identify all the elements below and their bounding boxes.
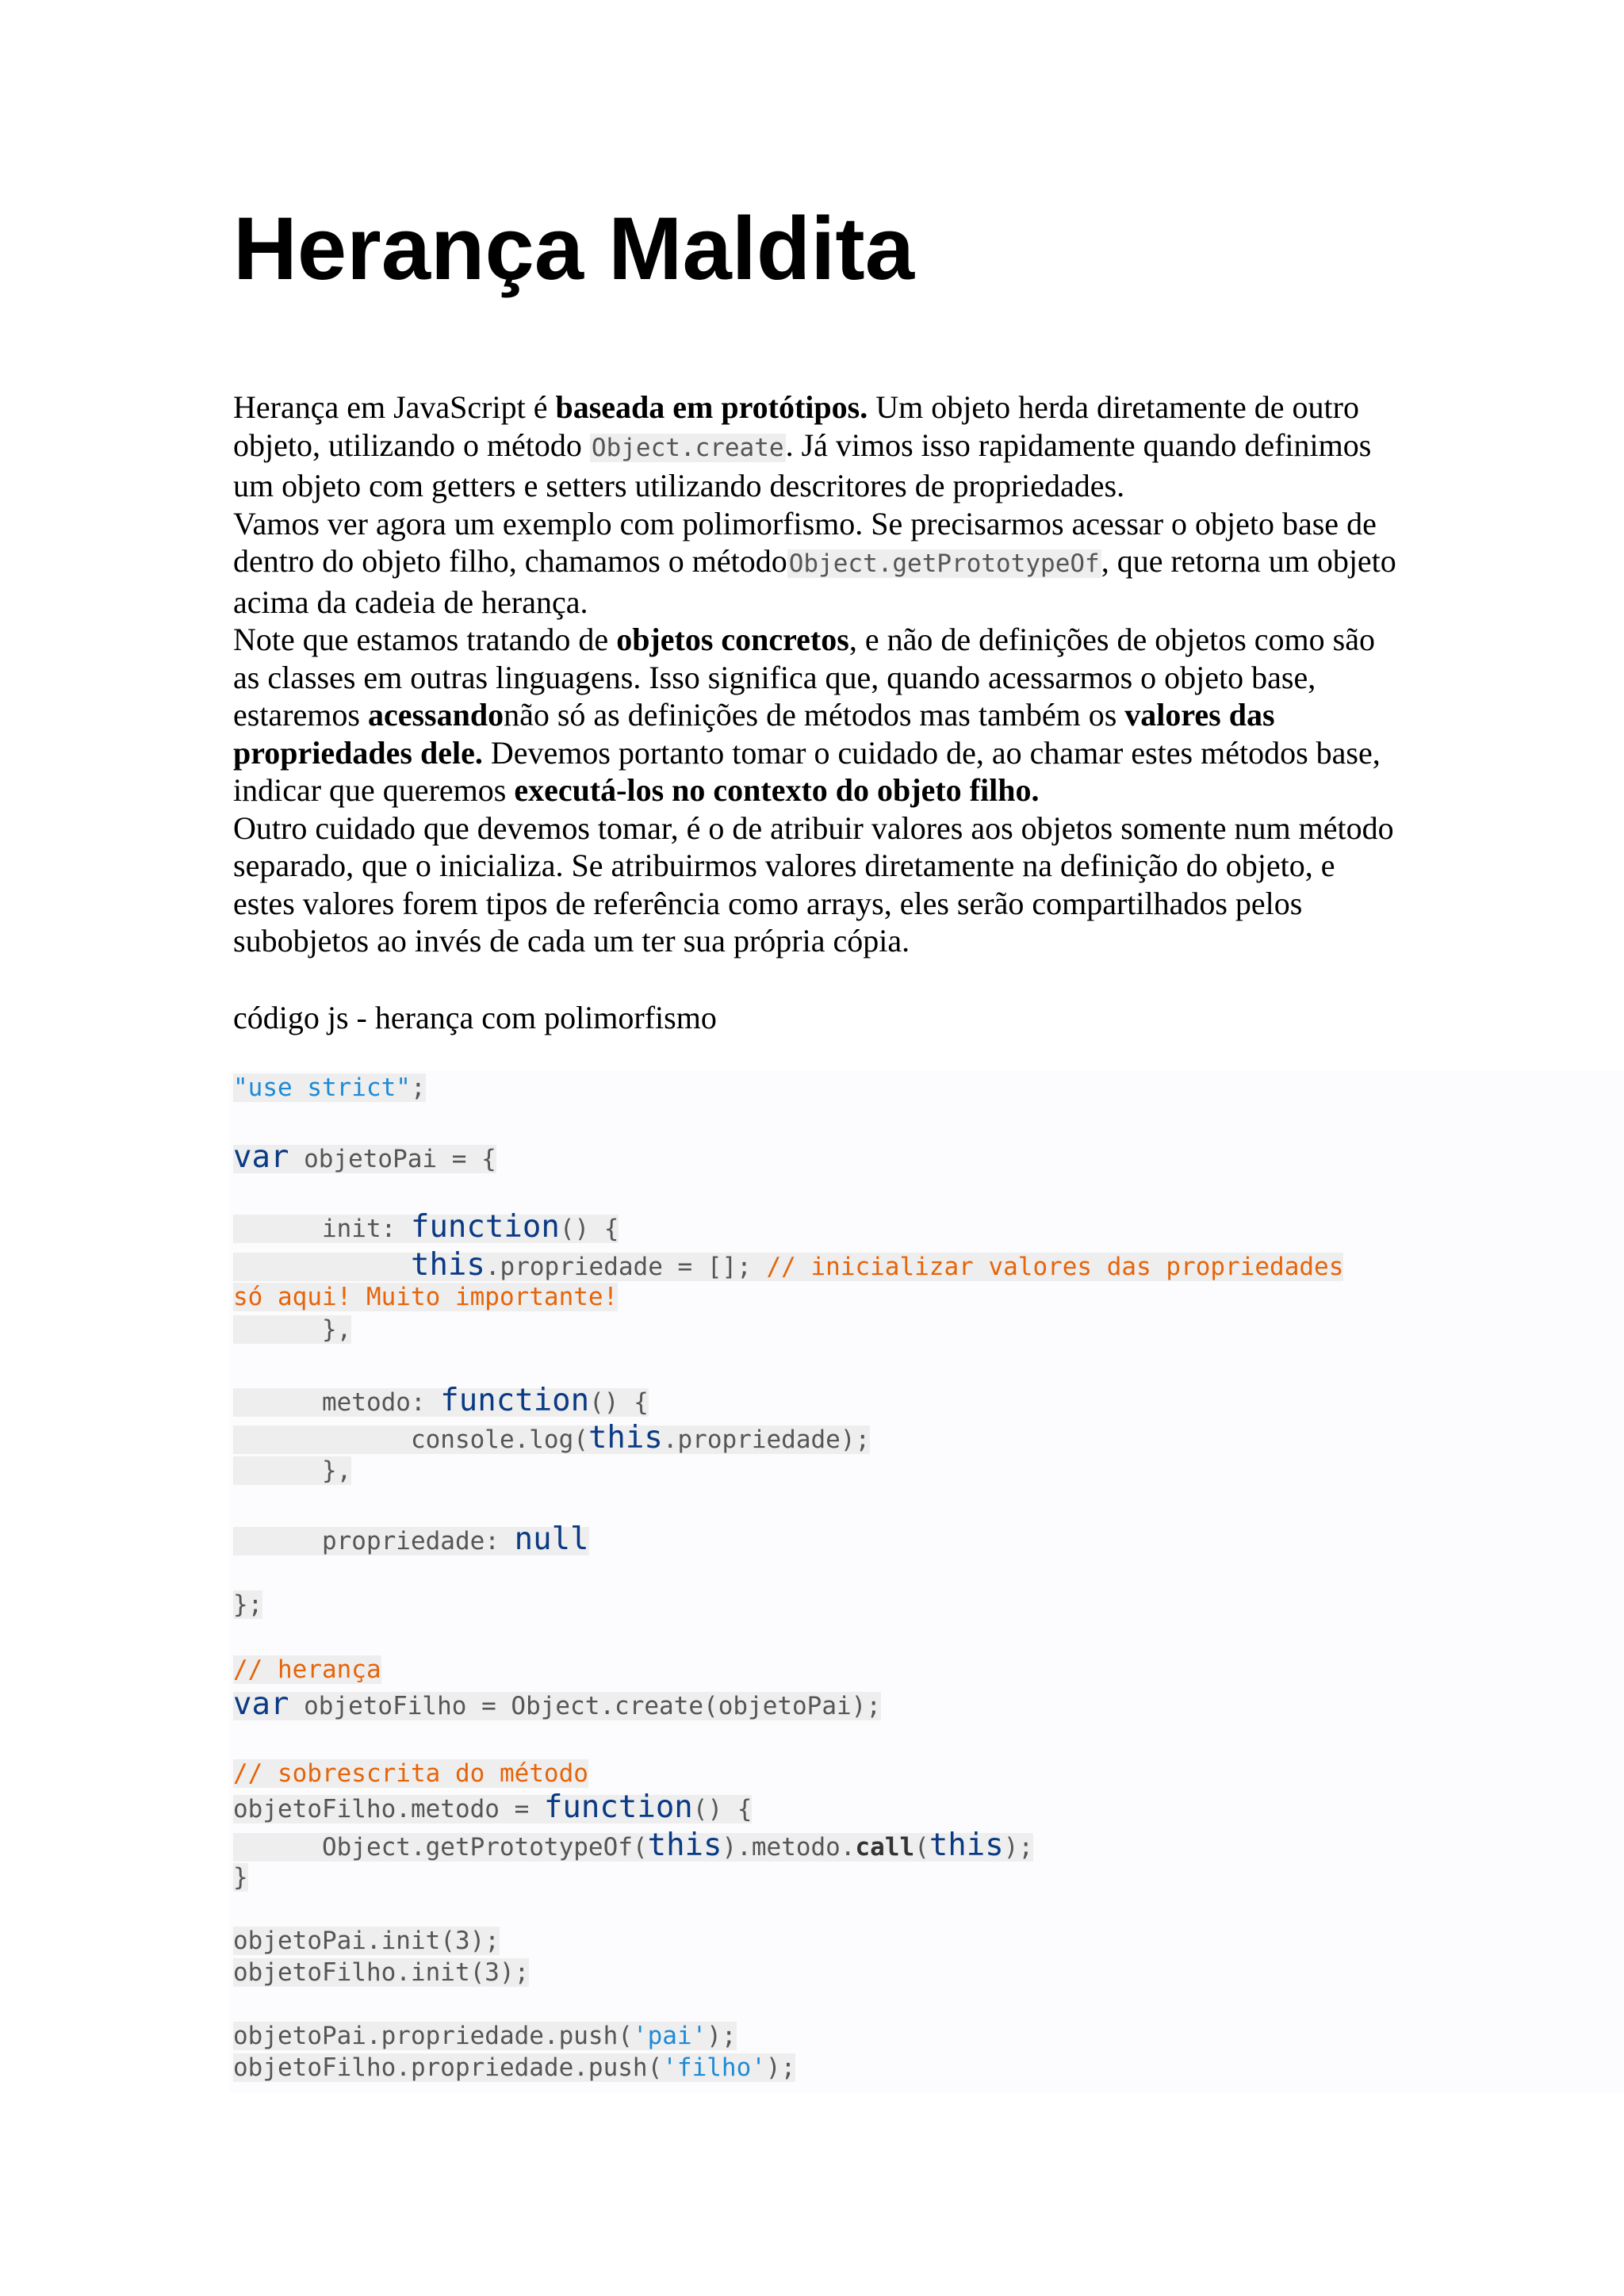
text-run: Devemos portanto tomar o cuidado de, ao chamar estes métodos base, indicar que queremos xyxy=(233,734,1381,808)
text-run: , que retorna um objeto acima da cadeia de herança. xyxy=(233,543,1396,620)
code-line-text xyxy=(233,1209,619,1245)
text-run: Um objeto herda diretamente de outro objeto, utilizando o método xyxy=(233,389,1359,463)
code-line-text xyxy=(233,1073,426,1102)
code-token: ); xyxy=(707,2022,737,2050)
code-token: } xyxy=(233,1863,248,1892)
code-token: ); xyxy=(1003,1833,1034,1862)
code-line xyxy=(233,2052,795,2084)
code-token: console.log( xyxy=(233,1425,588,1454)
code-token: objetoFilho.metodo = xyxy=(233,1795,544,1823)
code-line xyxy=(233,1957,529,1988)
code-string: "use strict" xyxy=(233,1073,411,1102)
code-line xyxy=(233,1827,1034,1863)
code-line xyxy=(233,1314,351,1345)
code-line-text xyxy=(233,1247,1344,1283)
code-line-text xyxy=(233,2053,795,2082)
code-line-text xyxy=(233,1139,496,1175)
code-line-text xyxy=(233,2022,737,2050)
code-token: }, xyxy=(233,1456,352,1485)
code-line xyxy=(233,1862,248,1893)
text-run: , e não de definições de objetos como são as classes em outras linguagens. Isso significa que, quando acessarmos o objeto base, estaremos xyxy=(233,622,1375,733)
code-token: Object.getPrototypeOf( xyxy=(233,1833,648,1862)
code-line xyxy=(233,1139,496,1175)
text-run: . Já vimos isso rapidamente quando definimos um objeto com getters e setters utilizando descritores de propriedades. xyxy=(233,427,1372,503)
code-token: ( xyxy=(914,1833,929,1862)
code-line-text xyxy=(233,1863,248,1892)
code-line xyxy=(233,2020,737,2052)
code-line-text xyxy=(233,1827,1034,1863)
text-run: Herança em JavaScript é xyxy=(233,389,556,425)
code-keyword: function xyxy=(410,1209,560,1245)
bold-text: acessando xyxy=(367,697,504,733)
code-token: objetoPai.init(3); xyxy=(233,1927,500,1955)
code-line-text xyxy=(233,1655,381,1684)
code-line xyxy=(233,1249,1343,1283)
code-line-text xyxy=(233,1521,589,1557)
code-token: }; xyxy=(233,1590,263,1619)
code-line-text xyxy=(233,1789,753,1825)
code-token: ).metodo. xyxy=(722,1833,856,1862)
bold-text: objetos concretos xyxy=(616,622,849,657)
code-token: objetoPai.propriedade.push( xyxy=(233,2022,633,2050)
code-line-text xyxy=(233,1759,588,1788)
code-keyword: this xyxy=(410,1247,485,1283)
code-comment: // sobrescrita do método xyxy=(233,1759,588,1788)
code-line xyxy=(233,1385,649,1418)
code-keyword: var xyxy=(233,1686,289,1722)
code-keyword: function xyxy=(440,1383,590,1418)
code-line-text xyxy=(233,1958,529,1987)
code-line xyxy=(233,1758,588,1789)
text-run: não só as definições de métodos mas também os xyxy=(504,697,1125,733)
bold-text: executá-los no contexto do objeto filho. xyxy=(514,772,1040,808)
code-token: () { xyxy=(692,1795,753,1823)
code-line xyxy=(233,1072,426,1104)
code-line-text xyxy=(233,1590,262,1619)
code-token: objetoFilho.propriedade.push( xyxy=(233,2053,663,2082)
code-line xyxy=(233,1925,500,1957)
code-keyword: this xyxy=(647,1827,722,1863)
code-line-text xyxy=(233,1456,351,1485)
page-title: Herança Maldita xyxy=(233,199,914,298)
code-keyword: this xyxy=(588,1420,663,1456)
paragraph-4 xyxy=(233,809,1399,960)
code-line-text xyxy=(233,1283,618,1311)
code-comment: só aqui! Muito importante! xyxy=(233,1283,619,1311)
code-token: propriedade: xyxy=(233,1527,515,1556)
code-line xyxy=(233,1789,753,1825)
code-line-text xyxy=(233,1383,649,1418)
code-line-text xyxy=(233,1927,500,1955)
code-line xyxy=(233,1686,881,1722)
code-line xyxy=(233,1455,351,1487)
text-run: Outro cuidado que devemos tomar, é o de atribuir valores aos objetos somente num método separado, que o inicializa. Se atribuirmos valores diretamente na definição do objeto, e estes valores forem tipos de referência como arrays, eles serão compartilhados pelos subobjetos ao invés de cada um ter sua própria cópia. xyxy=(233,809,1394,959)
code-token: }, xyxy=(233,1315,352,1344)
bold-text: valores das propriedades dele. xyxy=(233,697,1275,771)
code-line-text xyxy=(233,1686,881,1722)
code-keyword: this xyxy=(929,1827,1004,1863)
code-line xyxy=(233,1521,589,1557)
paragraph-3 xyxy=(233,621,1399,809)
code-line xyxy=(233,1211,619,1245)
code-comment: // inicializar valores das propriedades xyxy=(766,1253,1344,1281)
code-token: () { xyxy=(559,1215,619,1243)
code-token: objetoFilho.init(3); xyxy=(233,1958,530,1987)
code-token: objetoFilho = Object.create(objetoPai); xyxy=(289,1692,881,1720)
code-line xyxy=(233,1281,618,1313)
code-token: objetoPai = { xyxy=(289,1145,496,1173)
text-run: Note que estamos tratando de xyxy=(233,622,617,657)
code-token: ; xyxy=(410,1073,426,1102)
code-string: 'pai' xyxy=(632,2022,707,2050)
code-token: init: xyxy=(233,1215,411,1243)
code-token: .propriedade = []; xyxy=(485,1253,767,1281)
code-comment: // herança xyxy=(233,1655,381,1684)
code-token: call xyxy=(855,1833,915,1862)
paragraph-1 xyxy=(233,388,1399,505)
code-line-text xyxy=(233,1315,351,1344)
bold-text: baseada em protótipos. xyxy=(555,389,868,425)
code-keyword: null xyxy=(514,1521,589,1557)
code-keyword: function xyxy=(543,1789,693,1825)
inline-code: Object.getPrototypeOf xyxy=(788,549,1100,578)
code-caption: código js - herança com polimorfismo xyxy=(233,1000,717,1035)
code-keyword: var xyxy=(233,1139,289,1175)
code-token: metodo: xyxy=(233,1388,441,1417)
code-line xyxy=(233,1589,262,1621)
text-run: Vamos ver agora um exemplo com polimorfismo. Se precisarmos acessar o objeto base de dentro do objeto filho, chamamos o método xyxy=(233,505,1377,579)
code-line xyxy=(233,1654,381,1686)
inline-code: Object.create xyxy=(591,433,784,462)
code-line-text xyxy=(233,1420,871,1456)
code-string: 'filho' xyxy=(662,2053,766,2082)
code-token: () { xyxy=(589,1388,649,1417)
code-token xyxy=(233,1253,411,1281)
code-token: .propriedade); xyxy=(662,1425,871,1454)
paragraph-2 xyxy=(233,505,1399,622)
article-body xyxy=(233,388,1399,960)
code-line xyxy=(233,1422,870,1456)
code-token: ); xyxy=(765,2053,796,2082)
